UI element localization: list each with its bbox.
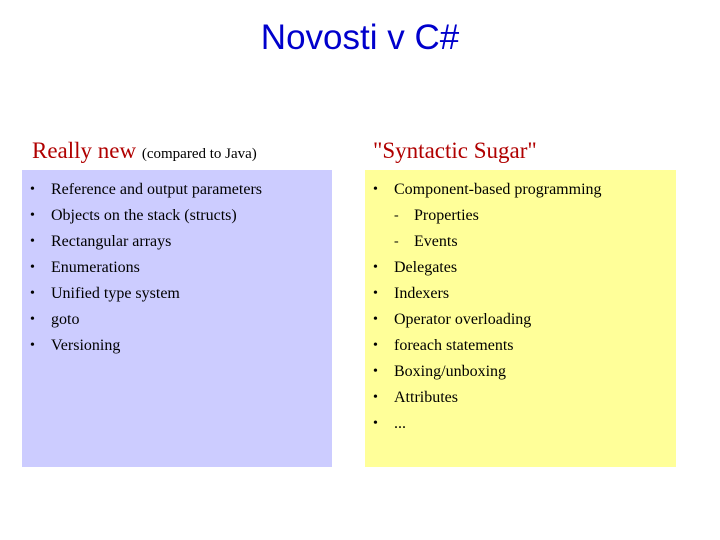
bullet-icon: •	[373, 182, 378, 197]
bullet-icon: •	[30, 182, 35, 197]
list-item-text: ...	[394, 415, 406, 432]
list-item-text: Attributes	[394, 389, 458, 406]
bullet-icon: •	[373, 260, 378, 275]
left-column-subheading: (compared to Java)	[141, 146, 257, 162]
list-item-text: Indexers	[394, 285, 450, 302]
list-item-text: goto	[51, 311, 80, 328]
dash-icon: -	[394, 208, 399, 223]
list-item-text: Rectangular arrays	[51, 233, 172, 250]
left-column-heading-text: Really new	[32, 138, 137, 163]
list-item	[365, 411, 676, 437]
bullet-icon: •	[30, 286, 35, 301]
list-item-text: Operator overloading	[394, 311, 532, 328]
right-column-heading-text: "Syntactic Sugar"	[373, 138, 537, 163]
list-item-text: Properties	[414, 207, 479, 224]
bullet-icon: •	[30, 338, 35, 353]
list-item-text: foreach statements	[394, 337, 514, 354]
list-item	[365, 385, 676, 411]
list-item	[22, 281, 332, 307]
list-item	[365, 307, 676, 333]
list-item	[22, 333, 332, 359]
list-item	[22, 255, 332, 281]
bullet-icon: •	[373, 416, 378, 431]
list-item-text: Delegates	[394, 259, 458, 276]
bullet-icon: •	[373, 286, 378, 301]
list-item-text: Component-based programming	[394, 181, 602, 198]
dash-icon: -	[394, 234, 399, 249]
list-item	[22, 229, 332, 255]
list-item-text: Enumerations	[51, 259, 140, 276]
list-item	[22, 307, 332, 333]
bullet-icon: •	[373, 312, 378, 327]
sub-list-item	[365, 203, 676, 229]
bullet-icon: •	[30, 208, 35, 223]
list-item-text: Versioning	[51, 337, 121, 354]
right-column-panel	[365, 170, 676, 467]
bullet-icon: •	[373, 390, 378, 405]
bullet-icon: •	[373, 364, 378, 379]
list-item	[365, 281, 676, 307]
list-item	[365, 359, 676, 385]
left-column-list	[22, 170, 332, 359]
list-item	[365, 255, 676, 281]
list-item	[365, 177, 676, 203]
right-column-list	[365, 170, 676, 437]
list-item-text: Reference and output parameters	[51, 181, 263, 198]
sub-list-item	[365, 229, 676, 255]
left-column-heading	[32, 138, 257, 164]
list-item-text: Events	[414, 233, 458, 250]
list-item	[365, 333, 676, 359]
list-item-text: Unified type system	[51, 285, 180, 302]
bullet-icon: •	[30, 260, 35, 275]
bullet-icon: •	[30, 312, 35, 327]
list-item-text: Objects on the stack (structs)	[51, 207, 237, 224]
bullet-icon: •	[373, 338, 378, 353]
left-column-panel	[22, 170, 332, 467]
slide-title: Novosti v C#	[260, 18, 460, 57]
bullet-icon: •	[30, 234, 35, 249]
list-item-text: Boxing/unboxing	[394, 363, 507, 380]
list-item	[22, 177, 332, 203]
right-column-heading	[373, 138, 537, 164]
list-item	[22, 203, 332, 229]
